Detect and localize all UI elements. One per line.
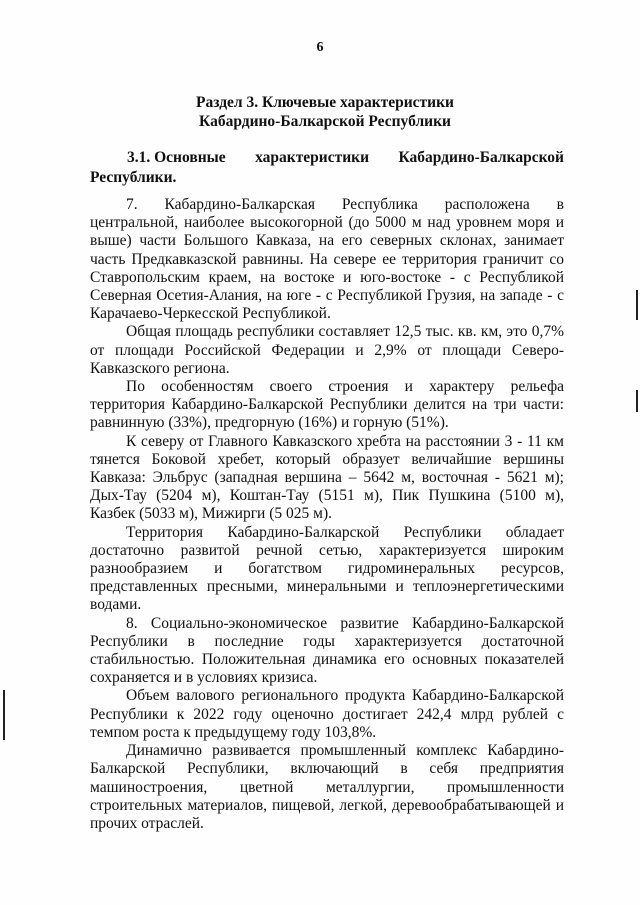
section-title-line2: Кабардино-Балкарской Республики (199, 113, 451, 130)
paragraph: К северу от Главного Кавказского хребта на расстоянии 3 - 11 км тянется Боковой хребет, который образует величайшие вершины Кавказа: Эльбрус (западная вершина – 5642 м, восточная - 5621 м); Дых-Тау (5204 м), Коштан-Тау (5151 м), Пик Пушкина (5100 м), Казбек (5033 м), Мижирги (5 025 м). (90, 432, 564, 523)
subsection-heading-part3: Кабардино-Балкарской (398, 149, 564, 166)
section-title (150, 93, 500, 131)
paragraph: По особенностям своего строения и характеру рельефа территория Кабардино-Балкарской Республики делится на три части: равнинную (33%), предгорную (16%) и горную (51%). (90, 378, 564, 432)
page-number: 6 (316, 40, 324, 55)
subsection-heading (90, 148, 564, 188)
body-text (90, 196, 564, 833)
scan-edge-mark (636, 390, 638, 412)
paragraph: Территория Кабардино-Балкарской Республики обладает достаточно развитой речной сетью, характеризуется широким разнообразием и богатством гидроминеральных ресурсов, представленных пресными, минеральными и теплоэнергетическими водами. (90, 523, 564, 614)
paragraph: 8. Социально-экономическое развитие Кабардино-Балкарской Республики в последние годы характеризуется достаточной стабильностью. Положительная динамика его основных показателей сохраняется и в условиях кризиса. (90, 614, 564, 687)
paragraph: Динамично развивается промышленный комплекс Кабардино-Балкарской Республики, включающий в себя предприятия машиностроения, цветной металлургии, промышленности строительных материалов, пищевой, легкой, деревообрабатывающей и прочих отраслей. (90, 742, 564, 832)
scan-edge-mark (636, 290, 638, 320)
subsection-heading-part2: характеристики (255, 149, 370, 166)
subsection-heading-part4: Республики. (90, 169, 177, 186)
paragraph: Объем валового регионального продукта Кабардино-Балкарской Республики к 2022 году оценочно достигает 242,4 млрд рублей с темпом роста к предыдущему году 103,8%. (90, 687, 564, 741)
paragraph: 7. Кабардино-Балкарская Республика расположена в центральной, наиболее высокогорной (до 5000 м над уровнем моря и выше) части Большого Кавказа, на его северных склонах, занимает часть Предкавказской равнины. На севере ее территория граничит со Ставропольским краем, на востоке и юго-востоке - с Республикой Северная Осетия-Алания, на юге - с Республикой Грузия, на западе - с Карачаево-Черкесской Республикой. (90, 196, 564, 323)
subsection-heading-part1: 3.1. Основные (127, 149, 226, 166)
paragraph: Общая площадь республики составляет 12,5 тыс. кв. км, это 0,7% от площади Российской Федерации и 2,9% от площади Северо-Кавказского региона. (90, 323, 564, 377)
section-title-line1: Раздел 3. Ключевые характеристики (196, 94, 454, 111)
scan-edge-mark (3, 690, 5, 740)
